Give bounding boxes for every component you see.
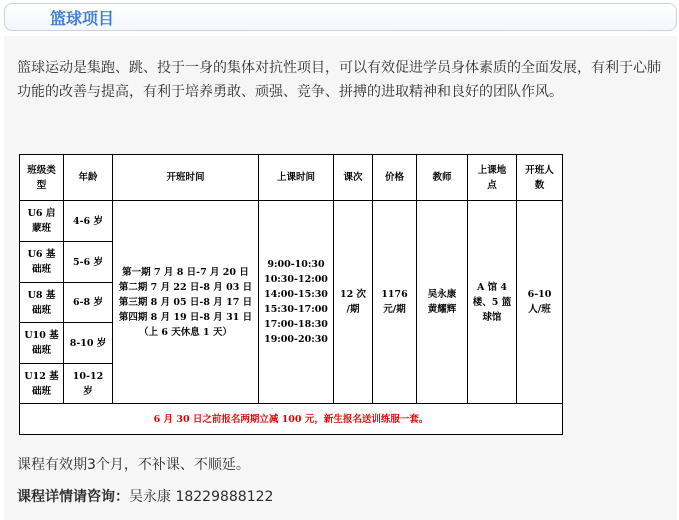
header-class-time: 上课时间 xyxy=(259,155,334,201)
validity-note: 课程有效期3个月，不补课、不顺延。 xyxy=(17,457,250,473)
location-cell: A 馆 4 楼、5 篮 球馆 xyxy=(468,201,517,404)
age-cell: 4-6 岁 xyxy=(64,201,113,242)
header-location: 上课地 点 xyxy=(468,155,517,201)
times-cell: 9:00-10:30 10:30-12:00 14:00-15:30 15:30-17:00 17:00-18:30 19:00-20:30 xyxy=(259,201,334,404)
class-type-cell: U6 启 蒙班 xyxy=(20,201,64,242)
class-type-cell: U12 基 础班 xyxy=(20,364,64,404)
header-class-type: 班级类 型 xyxy=(20,155,64,201)
table-header-row xyxy=(20,155,563,201)
age-cell: 10-12 岁 xyxy=(64,364,113,404)
age-cell: 5-6 岁 xyxy=(64,242,113,283)
header-price: 价格 xyxy=(373,155,417,201)
intro-paragraph: 篮球运动是集跑、跳、投于一身的集体对抗性项目，可以有效促进学员身体素质的全面发展，有利于心肺功能的改善与提高，有利于培养勇敢、顽强、竞争、拼搏的进取精神和良好的团队作风。 xyxy=(17,60,661,100)
contact-value: 吴永康 18229888122 xyxy=(129,489,274,505)
teacher-cell: 吴永康 黄耀辉 xyxy=(417,201,468,404)
promo-row xyxy=(20,404,563,435)
age-cell: 8-10 岁 xyxy=(64,323,113,364)
class-type-cell: U8 基 础班 xyxy=(20,283,64,323)
contact-label: 课程详情请咨询： xyxy=(17,489,129,505)
schedule-table xyxy=(19,154,563,435)
section-header xyxy=(4,3,677,31)
table-row xyxy=(20,201,563,242)
schedule-table-image xyxy=(19,154,562,434)
periods-cell: 第一期 7 月 8 日-7 月 20 日 第二期 7 月 22 日-8 月 03 日 第三期 8 月 05 日-8 月 17 日 第四期 8 月 19 日-8 月 31 日 （上 6 天休息 1 天） xyxy=(113,201,259,404)
price-cell: 1176 元/期 xyxy=(373,201,417,404)
header-sessions: 课次 xyxy=(334,155,373,201)
age-cell: 6-8 岁 xyxy=(64,283,113,323)
class-type-cell: U10 基 础班 xyxy=(20,323,64,364)
header-teacher: 教师 xyxy=(417,155,468,201)
contact-line xyxy=(17,486,273,506)
promo-cell: 6 月 30 日之前报名两期立减 100 元，新生报名送训练服一套。 xyxy=(20,404,563,435)
section-title: 篮球项目 xyxy=(50,9,115,28)
header-start-dates: 开班时间 xyxy=(113,155,259,201)
header-age: 年龄 xyxy=(64,155,113,201)
content-panel xyxy=(4,36,677,520)
capacity-cell: 6-10 人/班 xyxy=(517,201,563,404)
class-type-cell: U6 基 础班 xyxy=(20,242,64,283)
header-capacity: 开班人 数 xyxy=(517,155,563,201)
sessions-cell: 12 次 /期 xyxy=(334,201,373,404)
